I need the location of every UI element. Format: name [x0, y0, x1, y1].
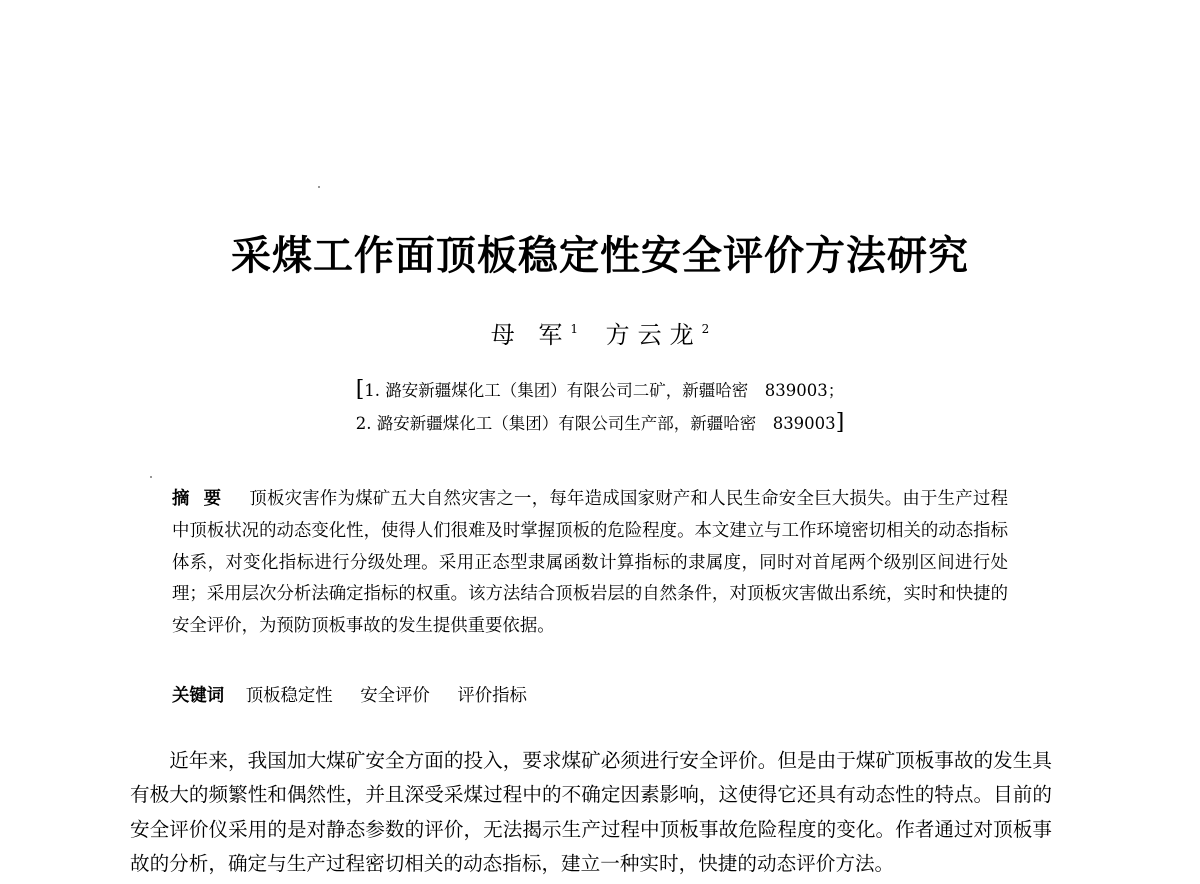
scan-speck: [318, 186, 320, 188]
paper-title: 采煤工作面顶板稳定性安全评价方法研究: [231, 233, 969, 279]
keywords-label: 关键词: [172, 686, 225, 706]
keyword: 顶板稳定性: [245, 686, 333, 706]
affiliation-text-2: 2. 潞安新疆煤化工（集团）有限公司生产部，新疆哈密 839003: [355, 414, 836, 433]
open-bracket: [: [355, 377, 365, 402]
author-affiliation-mark: 1: [570, 322, 578, 336]
abstract-text: 顶板灾害作为煤矿五大自然灾害之一，每年造成国家财产和人民生命安全巨大损失。由于生产过程中顶板状况的动态变化性，使得人们很难及时掌握顶板的危险程度。本文建立与工作环境密切相关的动态指标体系，对变化指标进行分级处理。采用正态型隶属函数计算指标的隶属度，同时对首尾两个级别区间进行处理；采用层次分析法确定指标的权重。该方法结合顶板岩层的自然条件，对顶板灾害做出系统，实时和快捷的安全评价，为预防顶板事故的发生提供重要依据。: [172, 489, 1008, 637]
author-name: 方云龙: [605, 321, 702, 349]
author: [606, 312, 710, 352]
abstract: [172, 484, 1008, 643]
affiliation-line-1: [0, 374, 1200, 407]
affiliation-line-2: [0, 407, 1200, 440]
affiliation-text-1: 1. 潞安新疆煤化工（集团）有限公司二矿，新疆哈密 839003；: [364, 381, 845, 400]
abstract-label: 摘要: [172, 489, 236, 509]
body-paragraph: 近年来，我国加大煤矿安全方面的投入，要求煤矿必须进行安全评价。但是由于煤矿顶板事故的发生具有极大的频繁性和偶然性，并且深受采煤过程中的不确定因素影响，这使得它还具有动态性的特点。目前的安全评价仪采用的是对静态参数的评价，无法揭示生产过程中顶板事故危险程度的变化。作者通过对顶板事故的分析，确定与生产过程密切相关的动态指标，建立一种实时，快捷的动态评价方法。: [130, 749, 1052, 876]
keywords: [172, 680, 1008, 712]
author-list: [0, 312, 1200, 352]
affiliations: [0, 374, 1200, 440]
keyword: 安全评价: [360, 686, 430, 706]
keyword: 评价指标: [457, 686, 527, 706]
author-affiliation-mark: 2: [701, 322, 710, 336]
scan-speck: [150, 476, 152, 478]
author: [491, 312, 578, 352]
author-name: 母 军: [490, 321, 571, 349]
close-bracket: ]: [835, 410, 845, 435]
